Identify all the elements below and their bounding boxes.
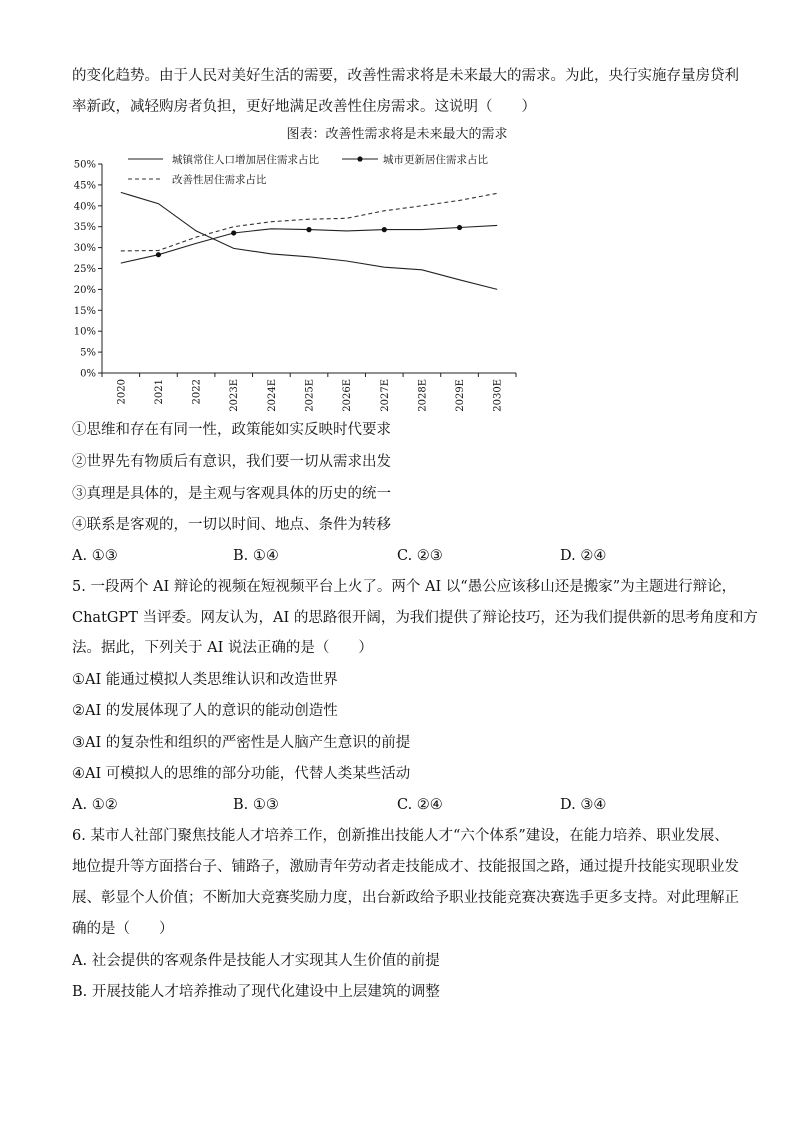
y-tick-label: 10% <box>73 326 96 338</box>
question-text-line: 地位提升等方面搭台子、铺路子，激励青年劳动者走技能成才、技能报国之路，通过提升技能实现职业发 <box>72 859 739 875</box>
option-a[interactable]: A. ①③ <box>72 548 118 564</box>
legend-label: 改善性居住需求占比 <box>172 174 267 186</box>
x-tick-label: 2027E <box>379 379 391 412</box>
option-c[interactable]: C. ②③ <box>397 548 443 564</box>
data-point <box>156 252 161 257</box>
y-tick-label: 20% <box>73 284 96 296</box>
y-tick-label: 0% <box>80 368 96 380</box>
data-point <box>306 227 311 232</box>
legend-label: 城市更新居住需求占比 <box>383 154 488 166</box>
x-tick-label: 2020 <box>116 379 128 405</box>
x-tick-label: 2030E <box>492 379 504 412</box>
y-tick-label: 40% <box>73 201 96 213</box>
statement: ③真理是具体的，是主观与客观具体的历史的统一 <box>72 486 391 502</box>
option-b[interactable]: B. 开展技能人才培养推动了现代化建设中上层建筑的调整 <box>72 984 440 1000</box>
x-tick-label: 2029E <box>455 379 467 412</box>
question-text-line: 5. 一段两个 AI 辩论的视频在短视频平台上火了。两个 AI 以“愚公应该移山还是搬家”为主题进行辩论， <box>72 579 737 595</box>
statement: ④联系是客观的，一切以时间、地点、条件为转移 <box>72 517 391 533</box>
x-tick-label: 2023E <box>229 379 241 412</box>
statement: ②世界先有物质后有意识，我们要一切从需求出发 <box>72 454 391 470</box>
x-tick-label: 2022 <box>191 379 203 405</box>
option-b[interactable]: B. ①③ <box>233 797 279 813</box>
option-c[interactable]: C. ②④ <box>397 797 443 813</box>
chart-title: 图表：改善性需求将是未来最大的需求 <box>286 127 508 142</box>
x-tick-label: 2024E <box>266 379 278 412</box>
y-tick-label: 25% <box>73 264 96 275</box>
x-tick-label: 2021 <box>153 379 165 405</box>
statement: ③AI 的复杂性和组织的严密性是人脑产生意识的前提 <box>72 735 411 751</box>
x-tick-label: 2025E <box>304 379 316 412</box>
line-chart <box>0 148 794 568</box>
y-tick-label: 5% <box>80 347 96 359</box>
series-line-2 <box>121 193 497 251</box>
statement: ①思维和存在有同一性，政策能如实反映时代要求 <box>72 422 391 438</box>
x-tick-label: 2026E <box>342 379 354 412</box>
question-text-line: 法。据此，下列关于 AI 说法正确的是（ ） <box>72 640 373 656</box>
question-text-line: 的变化趋势。由于人民对美好生活的需要，改善性需求将是未来最大的需求。为此，央行实施存量房贷利 <box>72 68 739 84</box>
data-point <box>231 230 236 235</box>
statement: ②AI 的发展体现了人的意识的能动创造性 <box>72 703 338 719</box>
x-tick-label: 2028E <box>417 379 429 412</box>
y-tick-label: 15% <box>73 305 96 317</box>
y-tick-label: 50% <box>73 159 96 171</box>
option-d[interactable]: D. ③④ <box>560 797 607 813</box>
option-d[interactable]: D. ②④ <box>560 548 607 564</box>
y-tick-label: 30% <box>73 243 96 255</box>
y-tick-label: 35% <box>73 222 96 234</box>
y-tick-label: 45% <box>73 180 96 192</box>
legend-label: 城镇常住人口增加居住需求占比 <box>172 154 319 166</box>
series-line-0 <box>121 192 497 289</box>
option-b[interactable]: B. ①④ <box>233 548 279 564</box>
statement: ①AI 能通过模拟人类思维认识和改造世界 <box>72 672 338 688</box>
statement: ④AI 可模拟人的思维的部分功能，代替人类某些活动 <box>72 766 411 782</box>
question-text-line: 确的是（ ） <box>72 921 174 937</box>
option-a[interactable]: A. ①② <box>72 797 118 813</box>
question-text-line: 6. 某市人社部门聚焦技能人才培养工作，创新推出技能人才“六个体系”建设，在能力培养、职业发展、 <box>72 828 729 844</box>
question-text-line: 率新政，减轻购房者负担，更好地满足改善性住房需求。这说明（ ） <box>72 99 536 115</box>
option-a[interactable]: A. 社会提供的客观条件是技能人才实现其人生价值的前提 <box>72 953 440 969</box>
legend-marker <box>357 156 362 161</box>
question-text-line: 展、彰显个人价值；不断加大竞赛奖励力度，出台新政给予职业技能竞赛决赛选手更多支持。对此理解正 <box>72 890 739 906</box>
data-point <box>382 227 387 232</box>
question-text-line: ChatGPT 当评委。网友认为，AI 的思路很开阔，为我们提供了辩论技巧，还为我们提供新的思考角度和方 <box>72 610 758 626</box>
data-point <box>457 225 462 230</box>
